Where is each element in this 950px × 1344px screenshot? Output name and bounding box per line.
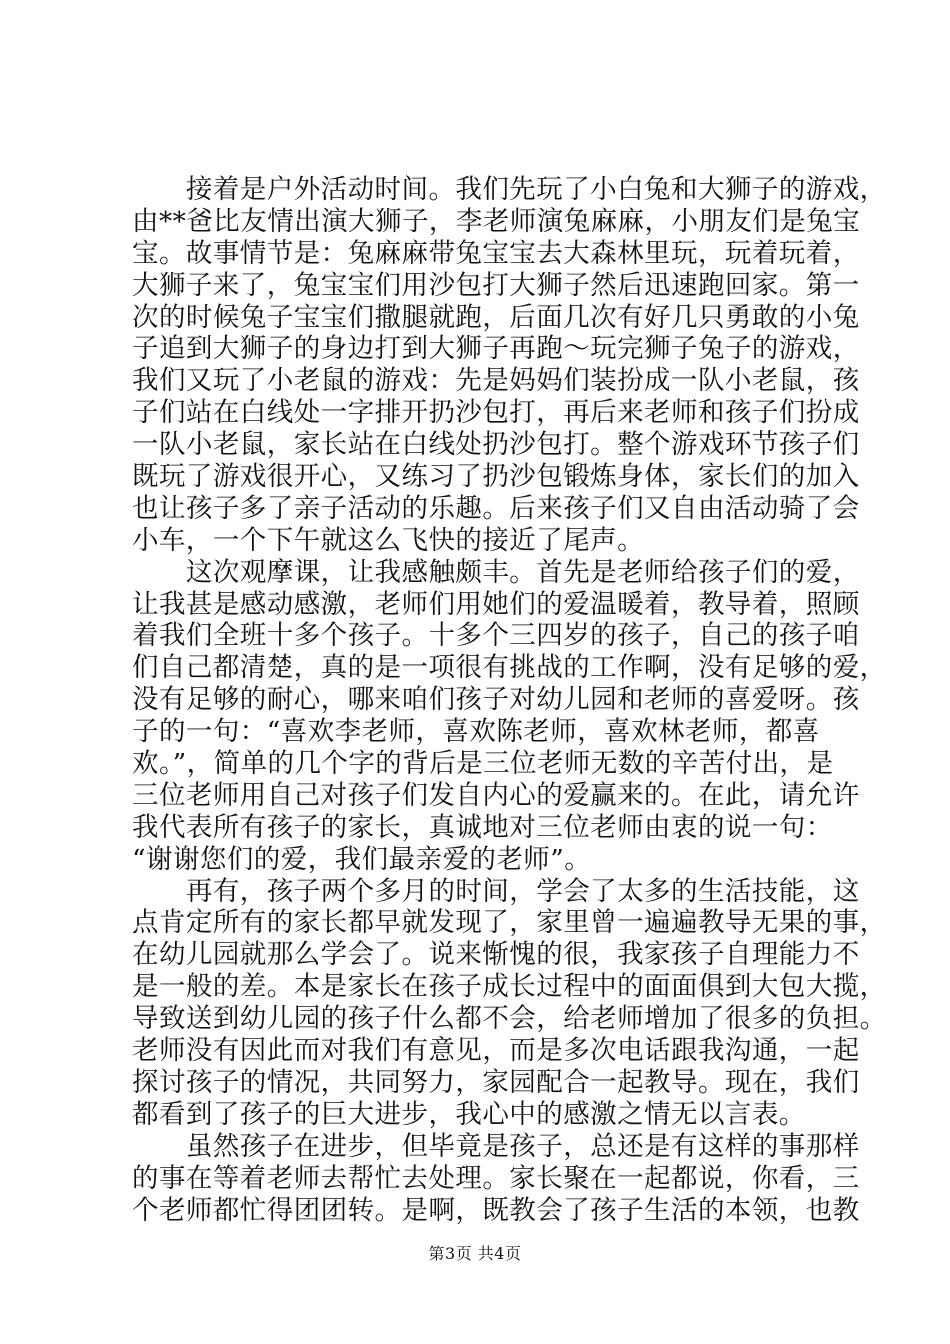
text-line: 点肯定所有的家长都早就发现了，家里曾一遍遍教导无果的事， (132, 907, 887, 939)
text-line: 虽然孩子在进步，但毕竟是孩子，总还是有这样的事那样 (132, 1130, 860, 1162)
text-line: 我们又玩了小老鼠的游戏：先是妈妈们装扮成一队小老鼠，孩 (132, 365, 860, 397)
text-line: 没有足够的耐心，哪来咱们孩子对幼儿园和老师的喜爱呀。孩 (132, 684, 860, 716)
text-line: 们自己都清楚，真的是一项很有挑战的工作啊，没有足够的爱， (132, 652, 887, 684)
text-line: 个老师都忙得团团转。是啊，既教会了孩子生活的本领，也教 (132, 1194, 860, 1226)
text-line: 接着是户外活动时间。我们先玩了小白兔和大狮子的游戏， (132, 174, 887, 205)
text-line: 既玩了游戏很开心，又练习了扔沙包锻炼身体，家长们的加入 (132, 461, 860, 493)
text-line: 小车，一个下午就这么飞快的接近了尾声。 (132, 524, 645, 556)
text-line: 在幼儿园就那么学会了。说来惭愧的很，我家孩子自理能力不 (132, 939, 860, 971)
text-line: 子追到大狮子的身边打到大狮子再跑～玩完狮子兔子的游戏， (132, 333, 860, 365)
text-line: 子们站在白线处一字排开扔沙包打，再后来老师和孩子们扮成 (132, 397, 860, 429)
text-line: 老师没有因此而对我们有意见，而是多次电话跟我沟通，一起 (132, 1035, 860, 1067)
body-text (132, 174, 887, 1226)
text-line: 次的时候兔子宝宝们撒腿就跑，后面几次有好几只勇敢的小兔 (132, 301, 860, 333)
text-line: 这次观摩课，让我感触颇丰。首先是老师给孩子们的爱， (132, 556, 860, 588)
text-line: 大狮子来了，兔宝宝们用沙包打大狮子然后迅速跑回家。第一 (132, 269, 860, 301)
text-line: 让我甚是感动感激，老师们用她们的爱温暖着，教导着，照顾 (132, 588, 860, 620)
text-line: 欢。”，简单的几个字的背后是三位老师无数的辛苦付出，是 (132, 748, 834, 780)
page-footer (0, 1244, 950, 1264)
text-line: 宝。故事情节是：兔麻麻带兔宝宝去大森林里玩，玩着玩着， (132, 237, 860, 269)
text-line: 也让孩子多了亲子活动的乐趣。后来孩子们又自由活动骑了会 (132, 492, 860, 524)
page-number: 第3页 共4页 (428, 1244, 522, 1263)
text-line: 的事在等着老师去帮忙去处理。家长聚在一起都说，你看，三 (132, 1162, 860, 1194)
text-line: 再有，孩子两个多月的时间，学会了太多的生活技能，这 (132, 875, 860, 907)
text-line: 导致送到幼儿园的孩子什么都不会，给老师增加了很多的负担。 (132, 1003, 887, 1035)
text-line: 都看到了孩子的巨大进步，我心中的感激之情无以言表。 (132, 1098, 806, 1130)
text-line: 探讨孩子的情况，共同努力，家园配合一起教导。现在，我们 (132, 1066, 860, 1098)
text-line: 子的一句：“喜欢李老师，喜欢陈老师，喜欢林老师，都喜 (132, 716, 820, 748)
text-line: 着我们全班十多个孩子。十多个三四岁的孩子，自己的孩子咱 (132, 620, 860, 652)
text-line: 我代表所有孩子的家长，真诚地对三位老师由衷的说一句： (132, 811, 833, 843)
text-line: 三位老师用自己对孩子们发自内心的爱赢来的。在此，请允许 (132, 779, 860, 811)
text-line: 是一般的差。本是家长在孩子成长过程中的面面俱到大包大揽， (132, 971, 887, 1003)
text-line: “谢谢您们的爱，我们最亲爱的老师”。 (132, 843, 592, 875)
text-line: 一队小老鼠，家长站在白线处扔沙包打。整个游戏环节孩子们 (132, 429, 860, 461)
text-line: 由**爸比友情出演大狮子，李老师演兔麻麻，小朋友们是兔宝 (132, 205, 861, 237)
